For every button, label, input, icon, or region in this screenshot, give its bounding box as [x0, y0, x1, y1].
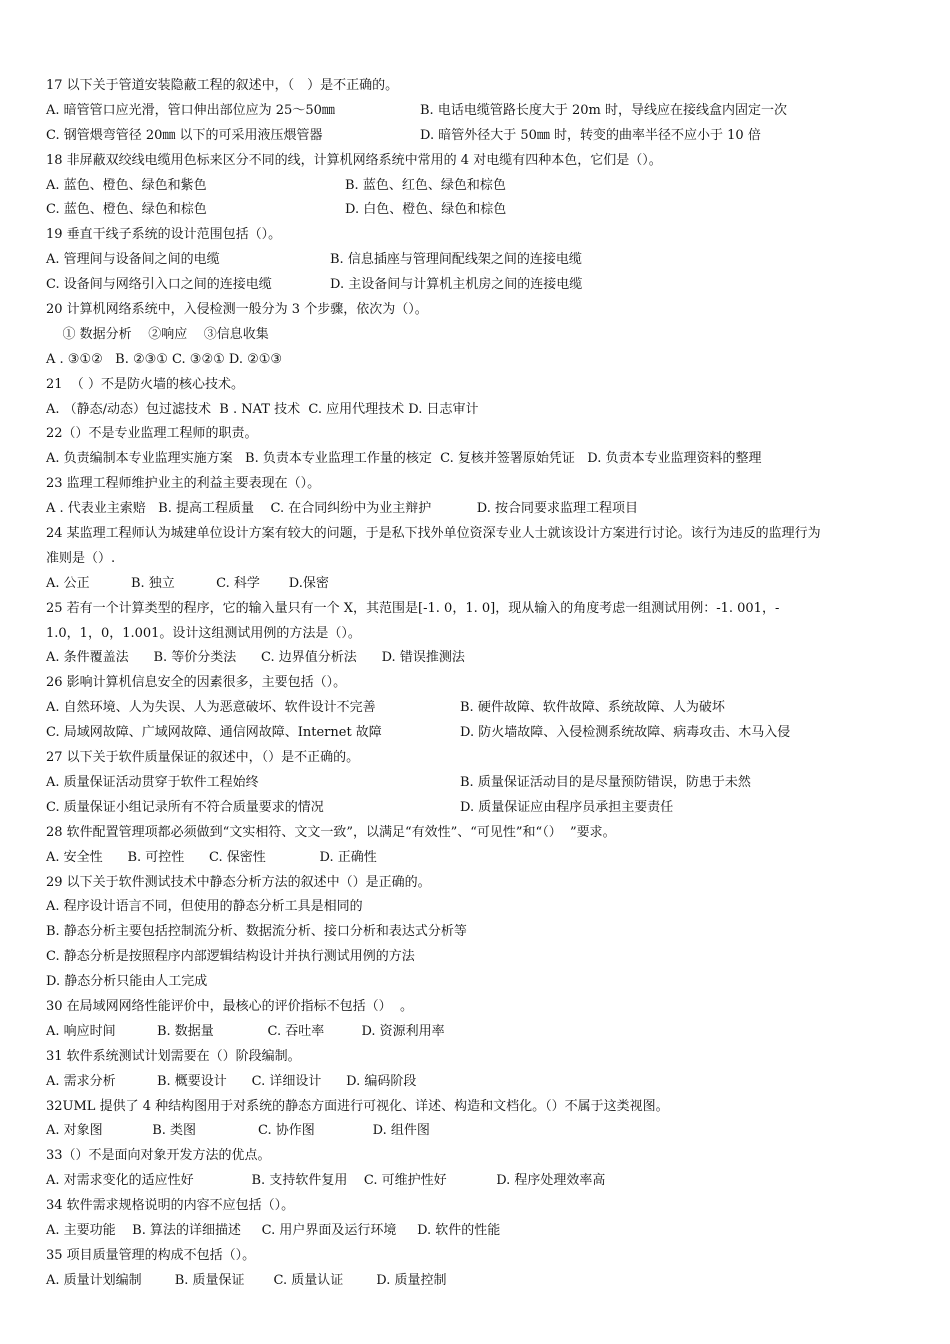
option-text: A. 质量保证活动贯穿于软件工程始终	[46, 774, 259, 790]
option-row	[0, 572, 950, 597]
question-21	[0, 373, 950, 423]
option-text: B. 蓝色、红色、绿色和棕色	[345, 177, 506, 193]
option-row	[0, 920, 950, 945]
option-text: B. 静态分析主要包括控制流分析、数据流分析、接口分析和表达式分析等	[46, 924, 467, 940]
question-19	[0, 223, 950, 298]
option-row	[0, 721, 950, 746]
question-stem: ① 数据分析 ②响应 ③信息收集	[46, 326, 269, 342]
option-text: A. 对需求变化的适应性好 B. 支持软件复用 C. 可维护性好 D. 程序处理效率高	[46, 1173, 606, 1189]
option-text: C. 质量保证小组记录所有不符合质量要求的情况	[46, 799, 324, 815]
question-stem: 28 软件配置管理项都必须做到“文实相符、文文一致”，以满足“有效性”、“可见性”和“（） ”要求。	[46, 824, 616, 840]
option-text: D. 白色、橙色、绿色和棕色	[345, 202, 507, 218]
option-row	[0, 198, 950, 223]
option-row	[0, 796, 950, 821]
option-text: A. 暗管管口应光滑，管口伸出部位应为 25～50㎜	[46, 102, 335, 118]
question-25	[0, 597, 950, 672]
question-stem: 21 （ ）不是防火墙的核心技术。	[46, 376, 244, 392]
option-text: A. 管理间与设备间之间的电缆	[46, 252, 220, 268]
option-row	[0, 273, 950, 298]
question-stem: 18 非屏蔽双绞线电缆用色标来区分不同的线，计算机网络系统中常用的 4 对电缆有四种本色，它们是（）。	[46, 152, 662, 168]
option-row	[0, 1070, 950, 1095]
option-text: A. 需求分析 B. 概要设计 C. 详细设计 D. 编码阶段	[46, 1073, 417, 1089]
question-stem: 17 以下关于管道安装隐蔽工程的叙述中，（ ）是不正确的。	[46, 78, 399, 93]
option-row	[0, 1020, 950, 1045]
question-stem: 33（）不是面向对象开发方法的优点。	[46, 1148, 271, 1164]
option-text: A . ③①② B. ②③① C. ③②① D. ②①③	[46, 351, 283, 367]
option-text: A. 条件覆盖法 B. 等价分类法 C. 边界值分析法 D. 错误推测法	[46, 650, 465, 666]
option-row	[0, 1219, 950, 1244]
option-row	[0, 447, 950, 472]
option-text: D. 暗管外径大于 50㎜ 时，转变的曲率半径不应小于 10 倍	[420, 127, 761, 143]
option-text: D. 质量保证应由程序员承担主要责任	[460, 799, 674, 815]
option-text: A. 公正 B. 独立 C. 科学 D.保密	[46, 575, 329, 591]
option-text: C. 设备间与网络引入口之间的连接电缆	[46, 277, 272, 293]
option-row	[0, 945, 950, 970]
option-text: D. 防火墙故障、入侵检测系统故障、病毒攻击、木马入侵	[460, 725, 791, 741]
question-27	[0, 746, 950, 821]
question-23	[0, 472, 950, 522]
question-stem: 35 项目质量管理的构成不包括（）。	[46, 1247, 256, 1263]
option-row	[0, 348, 950, 373]
option-row	[0, 174, 950, 199]
question-26	[0, 671, 950, 746]
option-text: B. 质量保证活动目的是尽量预防错误，防患于未然	[460, 774, 751, 790]
option-row	[0, 248, 950, 273]
option-text: A. 自然环境、人为失误、人为恶意破坏、软件设计不完善	[46, 700, 376, 716]
question-stem: 24 某监理工程师认为城建单位设计方案有较大的问题，于是私下找外单位资深专业人士就该设计方案进行讨论。该行为违反的监理行为	[46, 526, 821, 542]
question-stem: 32UML 提供了 4 种结构图用于对系统的静态方面进行可视化、详述、构造和文档化。（）不属于这类视图。	[46, 1098, 669, 1114]
question-24	[0, 522, 950, 597]
option-row	[0, 696, 950, 721]
option-row	[0, 1169, 950, 1194]
question-stem: 29 以下关于软件测试技术中静态分析方法的叙述中（）是正确的。	[46, 874, 431, 890]
question-20	[0, 298, 950, 373]
option-row	[0, 970, 950, 995]
option-text: A. （静态/动态）包过滤技术 B . NAT 技术 C. 应用代理技术 D. 日志审计	[46, 401, 479, 417]
question-stem: 19 垂直干线子系统的设计范围包括（）。	[46, 227, 282, 243]
option-row	[0, 1119, 950, 1144]
question-stem: 26 影响计算机信息安全的因素很多，主要包括（）。	[46, 675, 347, 691]
question-stem: 25 若有一个计算类型的程序，它的输入量只有一个 X，其范围是[-1. 0，1. 0]，现从输入的角度考虑一组测试用例：-1. 001，-	[46, 600, 780, 616]
option-text: A. 蓝色、橙色、绿色和紫色	[46, 177, 207, 193]
option-row	[0, 124, 950, 149]
question-17	[0, 74, 950, 149]
question-18	[0, 149, 950, 224]
question-stem: 1.0，1，0，1.001。设计这组测试用例的方法是（）。	[46, 625, 361, 641]
option-text: A. 程序设计语言不同，但使用的静态分析工具是相同的	[46, 899, 363, 915]
document-page	[0, 74, 950, 1294]
option-text: A. 对象图 B. 类图 C. 协作图 D. 组件图	[46, 1123, 430, 1139]
question-stem: 30 在局域网网络性能评价中，最核心的评价指标不包括（） 。	[46, 998, 413, 1014]
option-row	[0, 398, 950, 423]
question-stem: 23 监理工程师维护业主的利益主要表现在（）。	[46, 476, 321, 492]
question-32	[0, 1095, 950, 1145]
option-text: A . 代表业主索赔 B. 提高工程质量 C. 在合同纠纷中为业主辩护 D. 按合同要求监理工程项目	[46, 501, 638, 517]
option-text: A. 响应时间 B. 数据量 C. 吞吐率 D. 资源利用率	[46, 1023, 445, 1039]
option-text: C. 蓝色、橙色、绿色和棕色	[46, 202, 207, 218]
option-row	[0, 771, 950, 796]
question-33	[0, 1144, 950, 1194]
question-stem: 22（）不是专业监理工程师的职责。	[46, 426, 258, 442]
option-text: B. 电话电缆管路长度大于 20m 时，导线应在接线盒内固定一次	[420, 102, 787, 118]
question-30	[0, 995, 950, 1045]
option-row	[0, 99, 950, 124]
option-text: C. 钢管煨弯管径 20㎜ 以下的可采用液压煨管器	[46, 127, 323, 143]
option-text: D. 静态分析只能由人工完成	[46, 974, 208, 990]
option-text: A. 安全性 B. 可控性 C. 保密性 D. 正确性	[46, 849, 377, 865]
question-stem: 准则是（）.	[46, 550, 116, 566]
question-29	[0, 871, 950, 995]
question-stem: 31 软件系统测试计划需要在（）阶段编制。	[46, 1048, 301, 1064]
option-text: A. 主要功能 B. 算法的详细描述 C. 用户界面及运行环境 D. 软件的性能	[46, 1222, 501, 1238]
option-text: A. 质量计划编制 B. 质量保证 C. 质量认证 D. 质量控制	[46, 1272, 447, 1288]
option-row	[0, 497, 950, 522]
question-stem: 27 以下关于软件质量保证的叙述中，（）是不正确的。	[46, 750, 360, 766]
question-28	[0, 821, 950, 871]
option-text: A. 负责编制本专业监理实施方案 B. 负责本专业监理工作量的核定 C. 复核并签署原始凭证 D. 负责本专业监理资料的整理	[46, 451, 762, 467]
question-35	[0, 1244, 950, 1294]
option-text: C. 静态分析是按照程序内部逻辑结构设计并执行测试用例的方法	[46, 949, 415, 965]
option-text: C. 局域网故障、广域网故障、通信网故障、Internet 故障	[46, 725, 382, 741]
question-34	[0, 1194, 950, 1244]
option-row	[0, 846, 950, 871]
option-text: B. 硬件故障、软件故障、系统故障、人为破坏	[460, 700, 725, 716]
option-row	[0, 1269, 950, 1294]
question-31	[0, 1045, 950, 1095]
option-row	[0, 646, 950, 671]
question-22	[0, 422, 950, 472]
question-stem: 34 软件需求规格说明的内容不应包括（）。	[46, 1198, 295, 1214]
question-stem: 20 计算机网络系统中，入侵检测一般分为 3 个步骤，依次为（）。	[46, 302, 428, 318]
option-text: D. 主设备间与计算机主机房之间的连接电缆	[330, 277, 583, 293]
option-text: B. 信息插座与管理间配线架之间的连接电缆	[330, 252, 582, 268]
option-row	[0, 895, 950, 920]
